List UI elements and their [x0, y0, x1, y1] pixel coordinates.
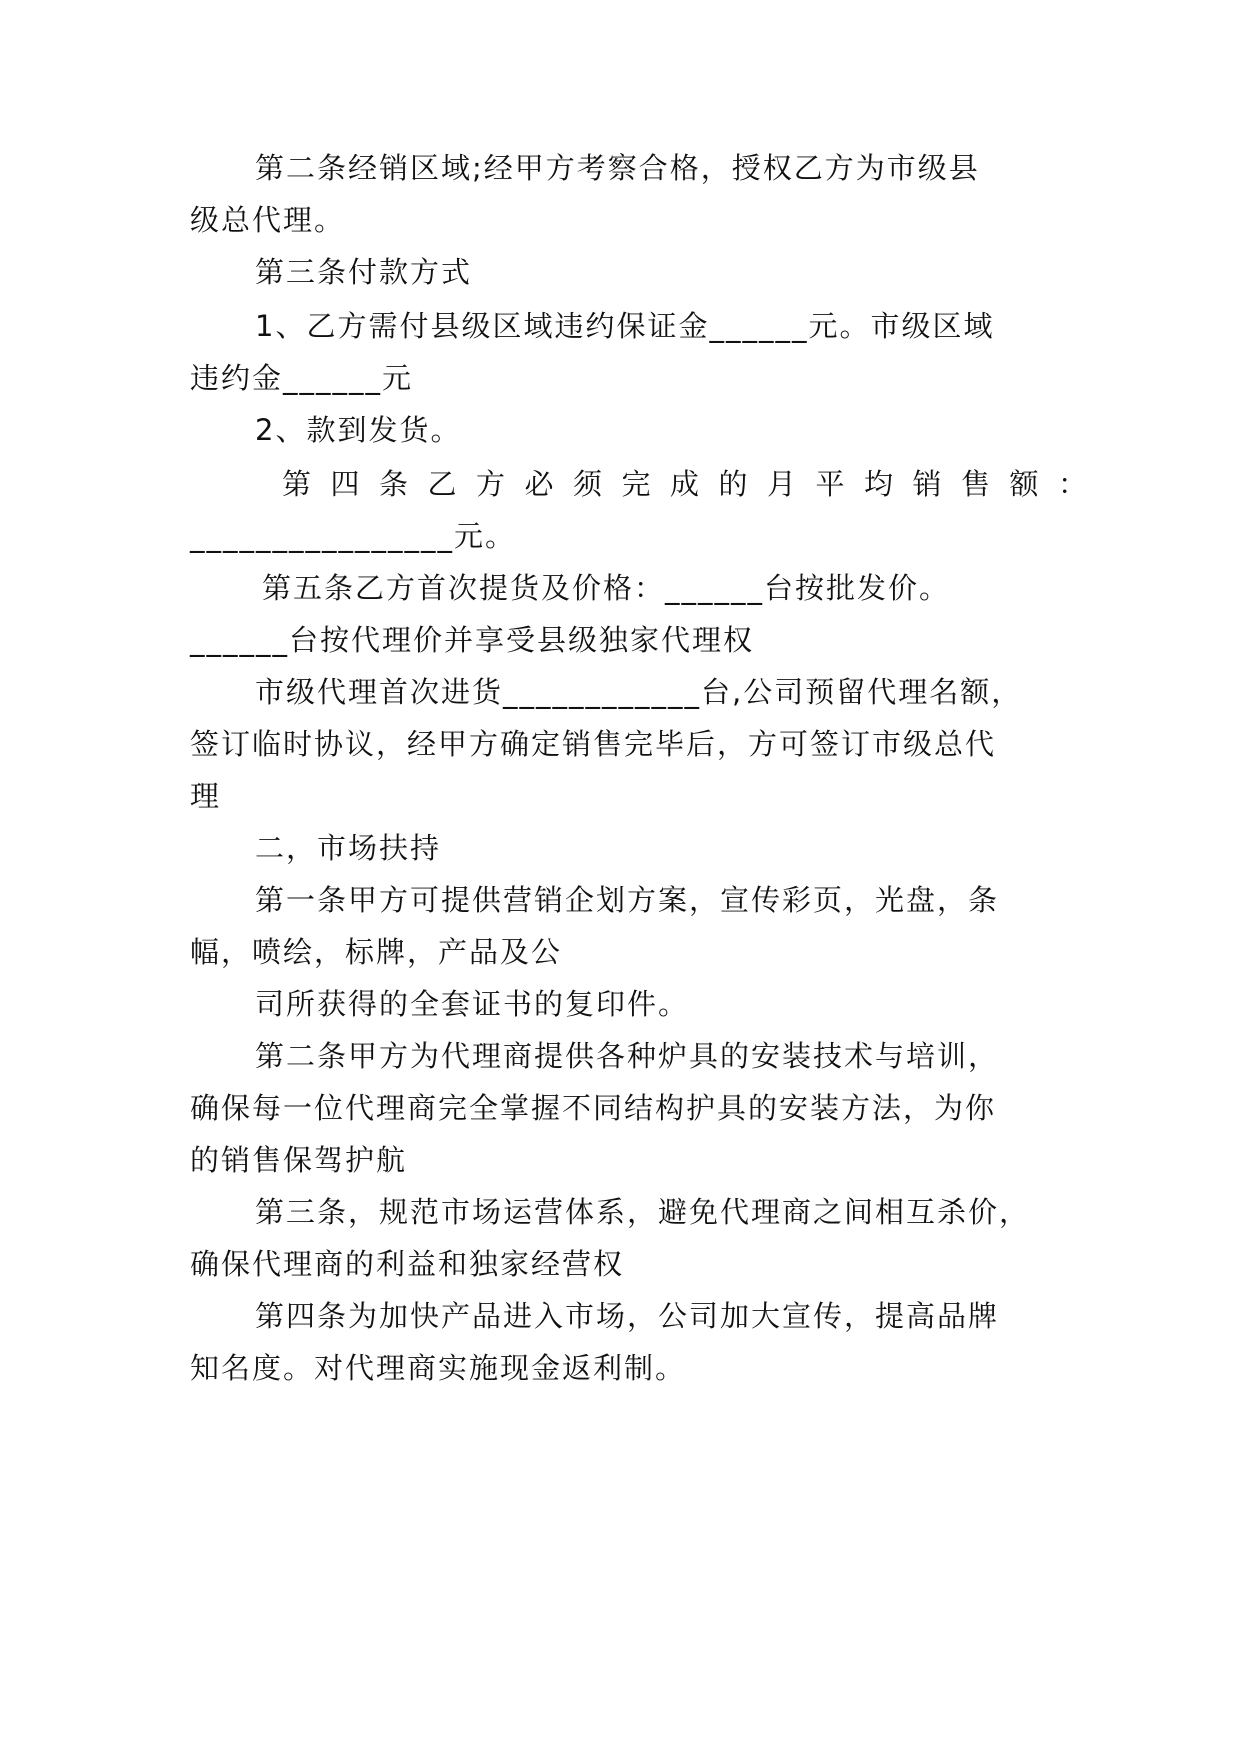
text-line: 第一条甲方可提供营销企划方案，宣传彩页，光盘，条 [255, 883, 1000, 917]
text-line: 第二条经销区域;经甲方考察合格，授权乙方为市级县 [255, 151, 980, 185]
text-line: 第四条为加快产品进入市场，公司加大宣传，提高品牌 [255, 1299, 1000, 1333]
text-line: 签订临时协议，经甲方确定销售完毕后，方可签订市级总代 [190, 727, 997, 761]
text-line: 第三条，规范市场运营体系，避免代理商之间相互杀价， [255, 1195, 1031, 1229]
text-line: 司所获得的全套证书的复印件。 [255, 987, 690, 1021]
text-line: 第二条甲方为代理商提供各种炉具的安装技术与培训， [255, 1039, 1000, 1073]
text-line: 1、乙方需付县级区域违约保证金______元。市级区域 [255, 309, 995, 343]
section-heading: 二，市场扶持 [255, 831, 442, 865]
text-line: 第四条乙方必须完成的月平均销售额： [282, 467, 1107, 501]
text-line: 市级代理首次进货____________台,公司预留代理名额， [255, 675, 1023, 709]
text-line: 幅，喷绘，标牌，产品及公 [190, 935, 563, 969]
text-line: 理 [190, 779, 222, 813]
text-line: 级总代理。 [190, 203, 346, 237]
text-line: 第三条付款方式 [255, 255, 473, 289]
text-line: 违约金______元 [190, 361, 414, 395]
text-line: ______台按代理价并享受县级独家代理权 [190, 623, 755, 657]
text-line: 2、款到发货。 [255, 413, 462, 447]
text-line: 第五条乙方首次提货及价格：______台按批发价。 [262, 571, 951, 605]
text-line: ________________元。 [190, 519, 517, 553]
text-line: 的销售保驾护航 [190, 1143, 408, 1177]
text-line: 确保代理商的利益和独家经营权 [190, 1247, 625, 1281]
text-line: 知名度。对代理商实施现金返利制。 [190, 1351, 687, 1385]
text-line: 确保每一位代理商完全掌握不同结构护具的安装方法，为你 [190, 1091, 997, 1125]
